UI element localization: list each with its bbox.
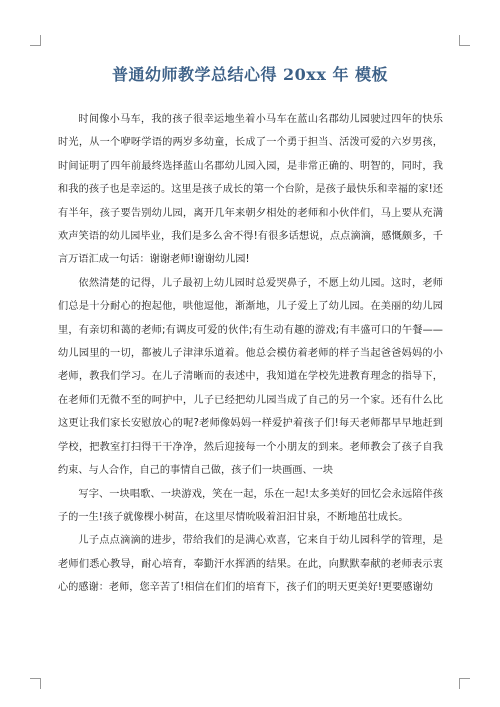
document-body <box>58 108 443 600</box>
paragraph: 依然清楚的记得，儿子最初上幼儿园时总爱哭鼻子，不愿上幼儿园。这时，老师们总是十分耐心的抱起他，哄他逗他，渐渐地，儿子爱上了幼儿园。在美丽的幼儿园里，有亲切和蔼的老师;有调皮可爱的伙伴;有生动有趣的游戏;有丰盛可口的午餐——幼儿园里的一切，都被儿子津津乐道着。他总会模仿着老师的样子当起爸爸妈妈的小老师，教我们学习。在儿子清晰而的表述中，我知道在学校先进教育理念的指导下，在老师们无微不至的呵护中，儿子已经把幼儿园当成了自己的另一个家。还有什么比这更让我们家长安慰放心的呢?老师像妈妈一样爱护着孩子们!每天老师都早早地赶到学校，把教室打扫得干干净净，然后迎接每一个小朋友的到来。老师教会了孩子自我约束、与人合作，自己的事情自己做，孩子们一块画画、一块 <box>58 277 443 477</box>
paragraph: 时间像小马车，我的孩子很幸运地坐着小马车在蓝山名郡幼儿园驶过四年的快乐时光，从一个咿呀学语的两岁多幼童，长成了一个勇于担当、活泼可爱的六岁男孩，时间证明了四年前最终选择蓝山名郡幼儿园入园，是非常正确的、明智的，同时，我和我的孩子也是幸运的。这里是孩子成长的第一个台阶，是孩子最快乐和幸福的家!还有半年，孩子要告别幼儿园，离开几年来朝夕相处的老师和小伙伴们，马上要从充满欢声笑语的幼儿园毕业，我们是多么舍不得!有很多话想说，点点滴滴，感慨颇多，千言万语汇成一句话：谢谢老师!谢谢幼儿园! <box>58 114 443 266</box>
crop-mark-top-right <box>459 35 470 46</box>
crop-mark-bottom-right <box>459 678 470 689</box>
crop-mark-bottom-left <box>30 678 41 689</box>
paragraph: 儿子点点滴滴的进步，带给我们的是满心欢喜，它来自于幼儿园科学的管理，是老师们悉心教导，耐心培育，奉勤汗水挥洒的结果。在此，向默默奉献的老师表示衷心的感谢：老师，您辛苦了!相信在们们的培育下，孩子们的明天更美好!更要感谢幼 <box>58 535 443 594</box>
document-title: 普通幼师教学总结心得 20xx 年 模板 <box>111 65 389 84</box>
paragraph: 写字、一块唱歌、一块游戏，笑在一起，乐在一起!太多美好的回忆会永远陪伴孩子的一生!孩子就像棵小树苗，在这里尽情吮吸着汩汩甘泉，不断地茁壮成长。 <box>58 488 443 523</box>
crop-mark-top-left <box>30 35 41 46</box>
